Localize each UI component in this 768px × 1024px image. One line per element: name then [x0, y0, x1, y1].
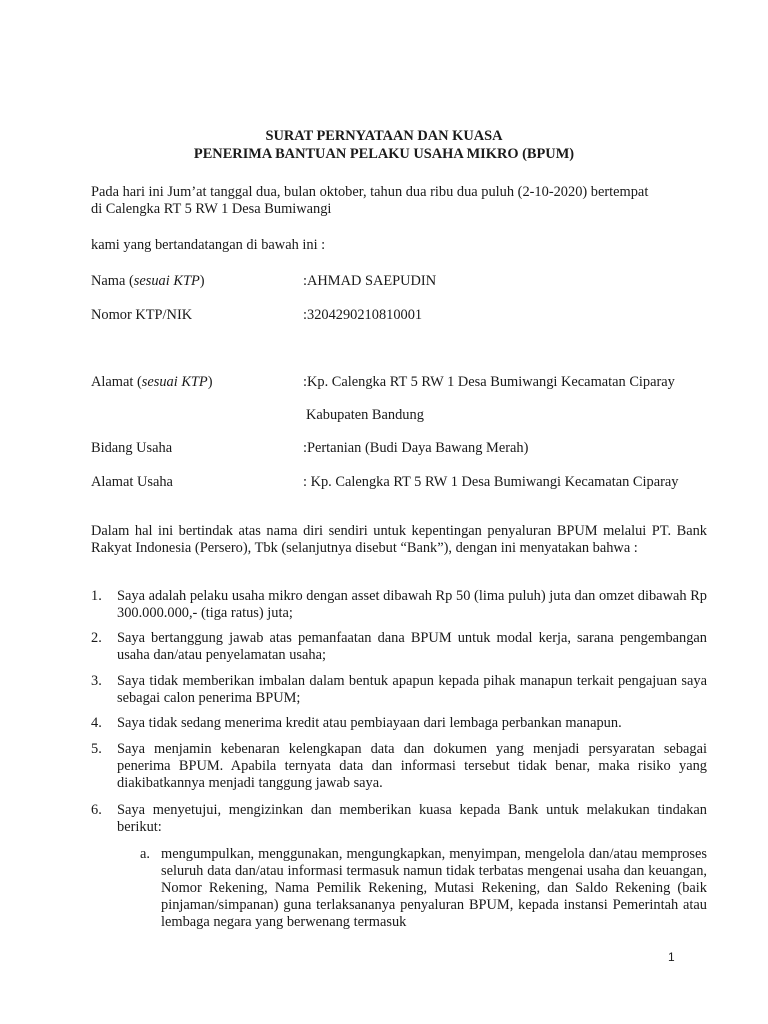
list-item-text: Saya tidak sedang menerima kredit atau pembiayaan dari lembaga perbankan manapun.: [117, 715, 622, 731]
sub-list-item-letter: a.: [140, 846, 150, 862]
statement-paragraph: Dalam hal ini bertindak atas nama diri sendiri untuk kepentingan penyaluran BPUM melalui PT. Bank Rakyat Indonesia (Persero), Tbk (selanjutnya disebut “Bank”), dengan ini menyatakan bahwa :: [91, 523, 707, 556]
signer-line: kami yang bertandatangan di bawah ini :: [91, 237, 326, 253]
alamat-value-line-2: Kabupaten Bandung: [306, 407, 424, 423]
ktp-value: :3204290210810001: [303, 307, 423, 323]
page-number: 1: [668, 950, 675, 964]
list-item-number: 2.: [91, 630, 102, 646]
list-item-text: Saya adalah pelaku usaha mikro dengan asset dibawah Rp 50 (lima puluh) juta dan omzet dibawah Rp 300.000.000,- (tiga ratus) juta;: [117, 588, 707, 621]
alamat-value-line-1: :Kp. Calengka RT 5 RW 1 Desa Bumiwangi Kecamatan Ciparay: [303, 374, 675, 390]
alamat-usaha-label: Alamat Usaha: [91, 474, 173, 490]
document-title: SURAT PERNYATAAN DAN KUASA: [265, 128, 503, 144]
list-item-text: Saya bertanggung jawab atas pemanfaatan dana BPUM untuk modal kerja, sarana pengembangan usaha dan/atau penyelamatan usaha;: [117, 630, 707, 663]
nama-value: :AHMAD SAEPUDIN: [303, 273, 437, 289]
sub-list-item-text: mengumpulkan, menggunakan, mengungkapkan, menyimpan, mengelola dan/atau memproses seluruh data dan/atau informasi termasuk namun tidak terbatas mengenai usaha dan keuangan, Nomor Rekening, Nama Pemilik Rekening, Mutasi Rekening, dan Saldo Rekening (baik pinjaman/simpanan) guna terlaksananya penyaluran BPUM, kepada instansi Pemerintah atau lembaga negara yang berwenang termasuk: [161, 846, 707, 930]
bidang-usaha-label: Bidang Usaha: [91, 440, 173, 456]
list-item-number: 3.: [91, 673, 102, 689]
list-item-number: 4.: [91, 715, 102, 731]
intro-line-2: di Calengka RT 5 RW 1 Desa Bumiwangi: [91, 201, 332, 217]
alamat-label: Alamat (sesuai KTP): [91, 374, 213, 390]
alamat-usaha-value: : Kp. Calengka RT 5 RW 1 Desa Bumiwangi Kecamatan Ciparay: [303, 474, 679, 490]
list-item-text: Saya tidak memberikan imbalan dalam bentuk apapun kepada pihak manapun terkait pengajuan saya sebagai calon penerima BPUM;: [117, 673, 707, 706]
list-item-text: Saya menjamin kebenaran kelengkapan data dan dokumen yang menjadi persyaratan sebagai penerima BPUM. Apabila ternyata data dan informasi tersebut tidak benar, maka risiko yang diakibatkannya menjadi tanggung jawab saya.: [117, 741, 707, 791]
intro-line-1: Pada hari ini Jum’at tanggal dua, bulan oktober, tahun dua ribu dua puluh (2-10-2020) bertempat: [91, 184, 649, 200]
list-item-number: 6.: [91, 802, 102, 818]
ktp-label: Nomor KTP/NIK: [91, 307, 193, 323]
document-subtitle: PENERIMA BANTUAN PELAKU USAHA MIKRO (BPUM): [193, 146, 575, 162]
list-item-number: 1.: [91, 588, 102, 604]
nama-label: Nama (sesuai KTP): [91, 273, 205, 289]
list-item-number: 5.: [91, 741, 102, 757]
list-item-text: Saya menyetujui, mengizinkan dan memberikan kuasa kepada Bank untuk melakukan tindakan berikut:: [117, 802, 707, 835]
bidang-usaha-value: :Pertanian (Budi Daya Bawang Merah): [303, 440, 529, 456]
